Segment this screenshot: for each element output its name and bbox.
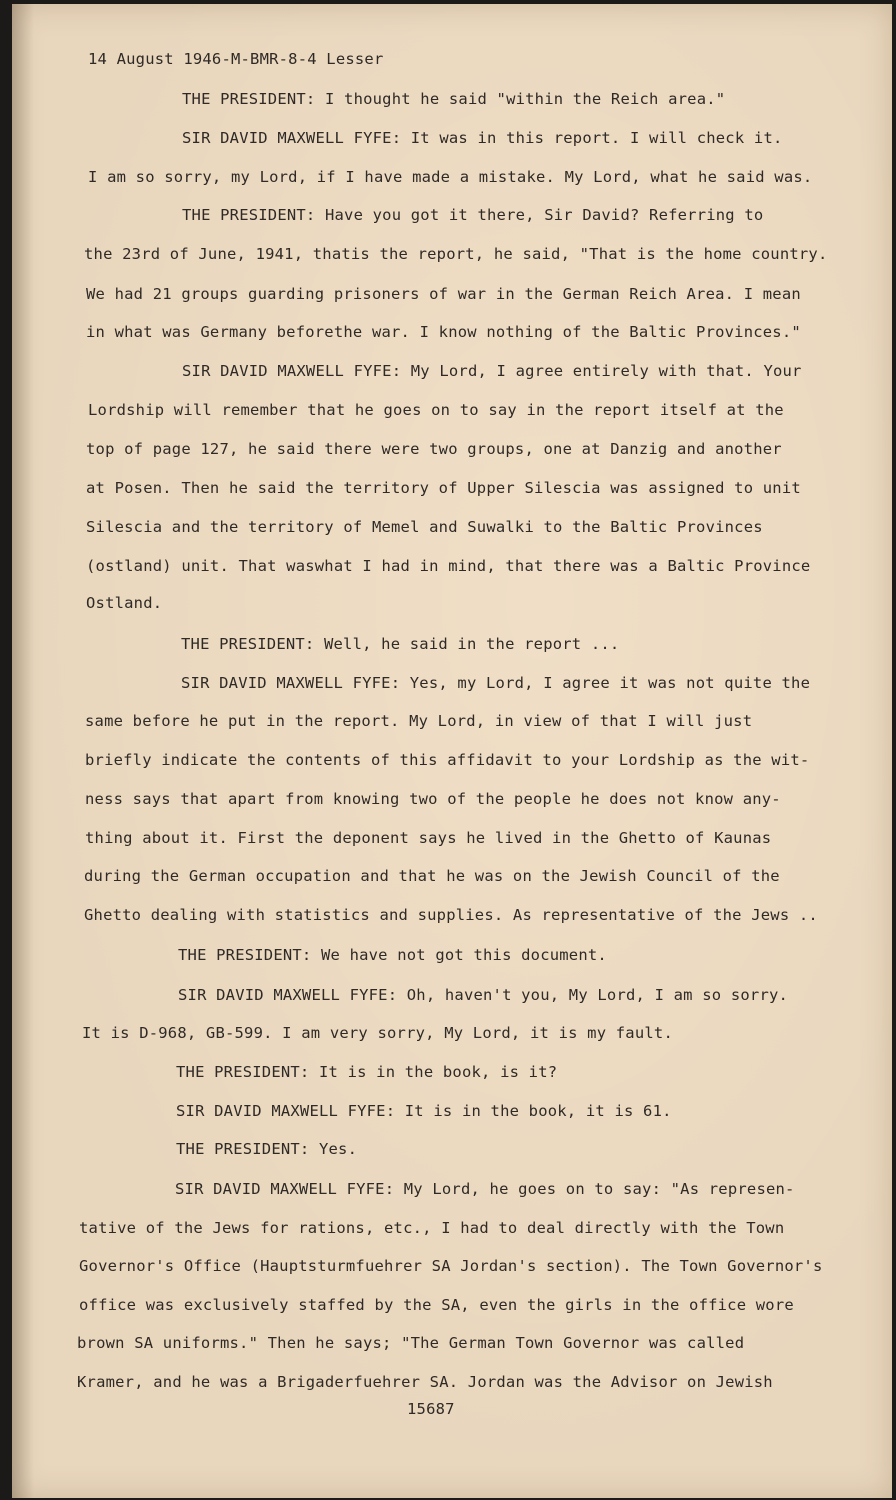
transcript-line: Governor's Office (Hauptsturmfuehrer SA Jordan's section). The Town Governor's: [79, 1257, 823, 1275]
transcript-line: briefly indicate the contents of this affidavit to your Lordship as the wit-: [85, 751, 810, 769]
transcript-line: SIR DAVID MAXWELL FYFE: My Lord, he goes on to say: "As represen-: [175, 1180, 795, 1198]
transcript-line: THE PRESIDENT: Yes.: [176, 1140, 358, 1158]
document-header: 14 August 1946-M-BMR-8-4 Lesser: [88, 50, 384, 68]
transcript-line: office was exclusively staffed by the SA, even the girls in the office wore: [79, 1296, 794, 1314]
transcript-line: SIR DAVID MAXWELL FYFE: Yes, my Lord, I agree it was not quite the: [181, 674, 811, 692]
transcript-line: Lordship will remember that he goes on to say in the report itself at the: [88, 401, 784, 419]
page-number: 15687: [407, 1400, 455, 1418]
transcript-line: Ostland.: [86, 594, 163, 612]
transcript-line: SIR DAVID MAXWELL FYFE: Oh, haven't you, My Lord, I am so sorry.: [178, 986, 789, 1004]
transcript-line: It is D-968, GB-599. I am very sorry, My Lord, it is my fault.: [82, 1024, 673, 1042]
transcript-line: SIR DAVID MAXWELL FYFE: My Lord, I agree entirely with that. Your: [182, 362, 802, 380]
transcript-line: same before he put in the report. My Lord, in view of that I will just: [85, 712, 753, 730]
transcript-line: SIR DAVID MAXWELL FYFE: It is in the book, it is 61.: [176, 1102, 672, 1120]
torn-left-edge: [12, 4, 34, 1498]
transcript-line: THE PRESIDENT: It is in the book, is it?: [176, 1063, 558, 1081]
transcript-line: Ghetto dealing with statistics and supplies. As representative of the Jews ..: [84, 906, 818, 924]
transcript-line: THE PRESIDENT: Well, he said in the report ...: [181, 635, 620, 653]
document-page: [12, 4, 892, 1498]
transcript-line: Kramer, and he was a Brigaderfuehrer SA. Jordan was the Advisor on Jewish: [77, 1373, 773, 1391]
transcript-line: (ostland) unit. That waswhat I had in mind, that there was a Baltic Province: [86, 557, 811, 575]
transcript-line: during the German occupation and that he was on the Jewish Council of the: [84, 867, 780, 885]
transcript-line: ness says that apart from knowing two of the people he does not know any-: [85, 790, 781, 808]
transcript-line: Silescia and the territory of Memel and Suwalki to the Baltic Provinces: [86, 518, 763, 536]
transcript-line: the 23rd of June, 1941, thatis the report, he said, "That is the home country.: [84, 245, 828, 263]
transcript-line: THE PRESIDENT: We have not got this document.: [178, 946, 607, 964]
transcript-line: We had 21 groups guarding prisoners of war in the German Reich Area. I mean: [86, 285, 801, 303]
transcript-line: SIR DAVID MAXWELL FYFE: It was in this report. I will check it.: [182, 129, 783, 147]
transcript-line: thing about it. First the deponent says he lived in the Ghetto of Kaunas: [85, 829, 772, 847]
transcript-line: in what was Germany beforethe war. I know nothing of the Baltic Provinces.": [86, 323, 801, 341]
transcript-line: THE PRESIDENT: Have you got it there, Sir David? Referring to: [182, 206, 764, 224]
transcript-line: THE PRESIDENT: I thought he said "within the Reich area.": [182, 90, 726, 108]
transcript-line: tative of the Jews for rations, etc., I had to deal directly with the Town: [79, 1219, 785, 1237]
transcript-line: top of page 127, he said there were two groups, one at Danzig and another: [86, 440, 782, 458]
transcript-line: brown SA uniforms." Then he says; "The German Town Governor was called: [77, 1334, 745, 1352]
transcript-line: I am so sorry, my Lord, if I have made a mistake. My Lord, what he said was.: [88, 168, 813, 186]
transcript-line: at Posen. Then he said the territory of Upper Silescia was assigned to unit: [86, 479, 801, 497]
